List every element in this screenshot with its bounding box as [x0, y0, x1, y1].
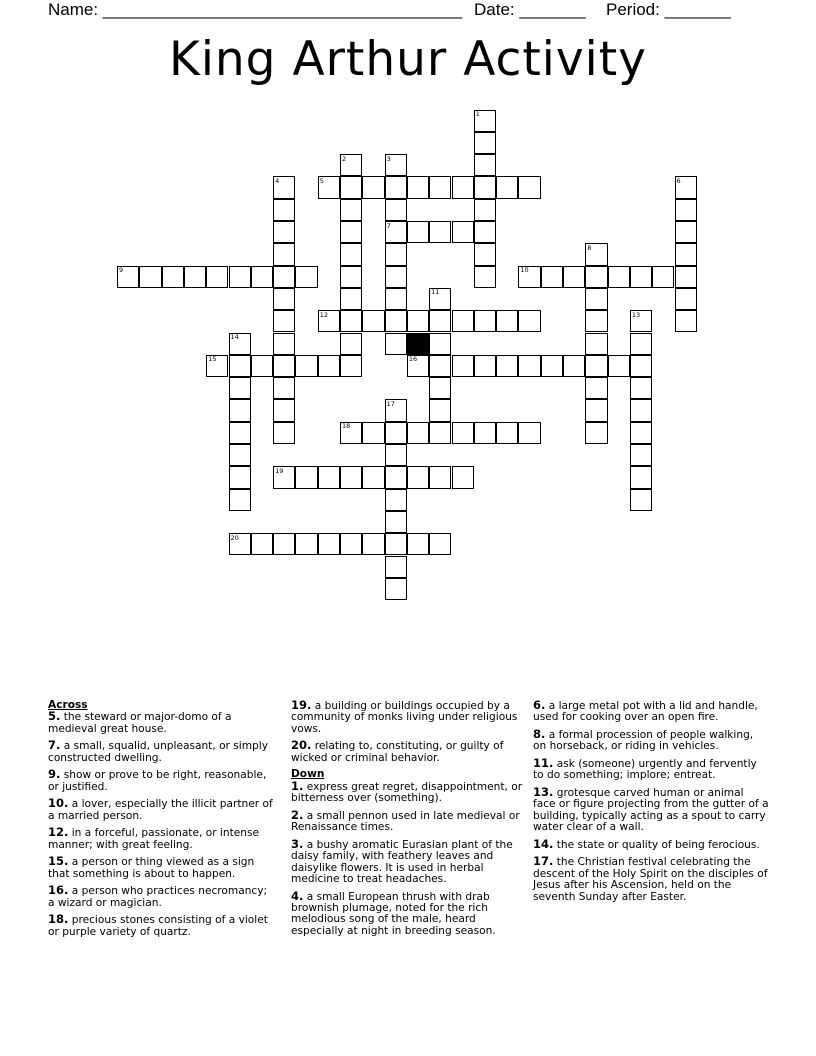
grid-cell[interactable]	[407, 533, 429, 555]
clue-item-number: 8.	[533, 727, 546, 741]
grid-cell[interactable]	[474, 176, 496, 198]
grid-cell[interactable]	[630, 355, 652, 377]
grid-cell[interactable]	[273, 288, 295, 310]
grid-cell[interactable]	[407, 221, 429, 243]
grid-cell[interactable]	[385, 489, 407, 511]
clue-item	[48, 914, 274, 938]
grid-cell[interactable]	[318, 533, 340, 555]
grid-cell[interactable]	[474, 154, 496, 176]
clue-item-text: a person or thing viewed as a sign that something is about to happen.	[48, 856, 255, 880]
grid-cell[interactable]	[630, 266, 652, 288]
clue-item-number: 15.	[48, 854, 69, 869]
grid-cell[interactable]	[496, 422, 518, 444]
clue-item-text: the steward or major-domo of a medieval great house.	[48, 711, 232, 735]
clue-item-text: grotesque carved human or animal face or figure projecting from the gutter of a building, typically acting as a spout to carry water clear of a wall.	[533, 787, 769, 834]
clue-number: 11	[431, 288, 440, 297]
grid-cell[interactable]	[407, 466, 429, 488]
grid-cell[interactable]	[429, 377, 451, 399]
grid-cell[interactable]	[518, 310, 540, 332]
grid-cell[interactable]	[474, 266, 496, 288]
grid-cell[interactable]	[340, 199, 362, 221]
grid-cell[interactable]	[518, 176, 540, 198]
grid-cell[interactable]	[162, 266, 184, 288]
grid-cell[interactable]	[340, 221, 362, 243]
clue-item-number: 1.	[291, 778, 304, 793]
clue-number: 14	[230, 333, 239, 341]
clue-item	[291, 700, 525, 735]
grid-cell[interactable]	[273, 399, 295, 421]
clue-number: 4	[275, 176, 280, 185]
clue-item	[291, 778, 525, 805]
grid-cell[interactable]	[385, 578, 407, 600]
grid-cell[interactable]	[273, 333, 295, 355]
grid-cell[interactable]	[340, 310, 362, 332]
grid-cell[interactable]	[675, 243, 697, 265]
clue-number: 8	[587, 243, 592, 252]
grid-cell[interactable]	[474, 199, 496, 221]
grid-cell[interactable]	[585, 288, 607, 310]
grid-cell[interactable]	[340, 533, 362, 555]
clue-item	[48, 740, 274, 764]
grid-cell[interactable]	[496, 310, 518, 332]
clue-item-number: 17.	[533, 854, 554, 869]
clue-item-number: 18.	[48, 912, 69, 927]
grid-cell[interactable]	[585, 310, 607, 332]
down-clue-list	[291, 778, 525, 937]
grid-cell[interactable]	[229, 266, 251, 288]
clue-item-text: a small European thrush with drab brownish plumage, noted for the rich melodious song of the male, heard especially at night in breeding season.	[291, 890, 496, 937]
grid-cell[interactable]	[429, 422, 451, 444]
clue-item-number: 10.	[48, 796, 69, 811]
date-field[interactable]: Date: _______	[474, 0, 586, 19]
clue-item-text: show or prove to be right, reasonable, or justified.	[48, 769, 267, 793]
clue-item-text: a formal procession of people walking, on horseback, or riding in vehicles.	[533, 729, 754, 753]
grid-cell[interactable]	[585, 266, 607, 288]
clue-item	[291, 836, 525, 886]
grid-cell[interactable]	[429, 533, 451, 555]
clue-item-number: 2.	[291, 807, 304, 822]
block-cell	[407, 333, 429, 355]
clue-item-text: a small, squalid, unpleasant, or simply constructed dwelling.	[48, 740, 268, 764]
clue-item-text: the state or quality of being ferocious.	[553, 838, 760, 851]
grid-cell[interactable]	[385, 176, 407, 198]
grid-cell[interactable]	[541, 355, 563, 377]
clue-number: 18	[342, 422, 351, 431]
clue-item-number: 19.	[291, 698, 312, 712]
clue-number: 6	[676, 176, 681, 185]
clue-number: 3	[386, 154, 391, 163]
clue-item	[48, 798, 274, 822]
grid-cell[interactable]	[429, 399, 451, 421]
grid-cell[interactable]	[407, 176, 429, 198]
grid-cell[interactable]	[273, 266, 295, 288]
grid-cell[interactable]	[273, 199, 295, 221]
clue-item-text: ask (someone) urgently and fervently to do something; implore; entreat.	[533, 758, 757, 782]
grid-cell[interactable]	[652, 266, 674, 288]
grid-cell[interactable]	[273, 310, 295, 332]
grid-cell[interactable]	[340, 266, 362, 288]
grid-cell[interactable]	[429, 466, 451, 488]
clue-item-number: 16.	[48, 883, 69, 898]
clue-item-text: relating to, constituting, or guilty of wicked or criminal behavior.	[291, 740, 504, 764]
grid-cell[interactable]	[340, 288, 362, 310]
clue-item	[48, 711, 274, 735]
clue-item-number: 12.	[48, 825, 69, 840]
clue-item	[291, 807, 525, 834]
grid-cell[interactable]	[251, 266, 273, 288]
grid-cell[interactable]	[295, 355, 317, 377]
grid-cell[interactable]	[675, 266, 697, 288]
grid-cell[interactable]	[518, 422, 540, 444]
clue-item-number: 3.	[291, 836, 304, 851]
clue-column-3	[533, 700, 769, 908]
grid-cell[interactable]	[318, 466, 340, 488]
grid-cell[interactable]	[407, 310, 429, 332]
grid-cell[interactable]	[362, 310, 384, 332]
clue-item-text: a lover, especially the illicit partner of a married person.	[48, 798, 273, 822]
grid-cell[interactable]	[675, 310, 697, 332]
grid-cell[interactable]	[340, 243, 362, 265]
clue-item	[533, 758, 769, 782]
grid-cell[interactable]	[630, 422, 652, 444]
clue-item-number: 6.	[533, 698, 546, 712]
grid-cell[interactable]	[385, 533, 407, 555]
grid-cell[interactable]	[675, 221, 697, 243]
clue-number: 12	[319, 310, 328, 319]
clue-item-text: a person who practices necromancy; a wizard or magician.	[48, 885, 268, 909]
clue-column-2	[291, 700, 525, 942]
grid-cell[interactable]	[295, 466, 317, 488]
grid-cell[interactable]	[385, 444, 407, 466]
grid-cell[interactable]	[563, 355, 585, 377]
clue-number: 5	[319, 176, 324, 185]
grid-cell[interactable]	[340, 176, 362, 198]
down-heading: Down	[291, 768, 325, 781]
grid-cell[interactable]	[630, 377, 652, 399]
grid-cell[interactable]	[229, 466, 251, 488]
clue-item-number: 20.	[291, 738, 312, 753]
grid-cell[interactable]	[385, 199, 407, 221]
grid-cell[interactable]	[184, 266, 206, 288]
clue-number: 17	[386, 399, 395, 408]
grid-cell[interactable]	[474, 355, 496, 377]
grid-cell[interactable]	[452, 355, 474, 377]
grid-cell[interactable]	[452, 422, 474, 444]
grid-cell[interactable]	[474, 132, 496, 154]
clue-item-text: a bushy aromatic Eurasian plant of the daisy family, with feathery leaves and daisylike flowers. It is used in herbal medicine to treat headaches.	[291, 838, 513, 886]
grid-cell[interactable]	[251, 533, 273, 555]
clue-item	[533, 787, 769, 834]
grid-cell[interactable]	[585, 355, 607, 377]
grid-cell[interactable]	[385, 310, 407, 332]
grid-cell[interactable]	[541, 266, 563, 288]
clue-item	[48, 885, 274, 909]
clue-item	[48, 856, 274, 880]
grid-cell[interactable]	[139, 266, 161, 288]
clue-number: 1	[475, 110, 480, 118]
across-clue-list	[48, 711, 274, 938]
grid-cell[interactable]	[385, 288, 407, 310]
across-heading: Across	[48, 699, 88, 711]
grid-cell[interactable]	[273, 243, 295, 265]
grid-cell[interactable]	[585, 399, 607, 421]
clue-item-text: a building or buildings occupied by a community of monks living under religious vows.	[291, 700, 518, 735]
grid-cell[interactable]	[675, 199, 697, 221]
grid-cell[interactable]	[496, 176, 518, 198]
grid-cell[interactable]	[340, 466, 362, 488]
clue-number: 2	[342, 154, 347, 163]
grid-cell[interactable]	[206, 266, 228, 288]
clue-item	[533, 856, 769, 903]
clue-item-number: 4.	[291, 888, 304, 903]
grid-cell[interactable]	[229, 422, 251, 444]
grid-cell[interactable]	[429, 176, 451, 198]
grid-cell[interactable]	[229, 399, 251, 421]
grid-cell[interactable]	[518, 355, 540, 377]
grid-cell[interactable]	[429, 355, 451, 377]
grid-cell[interactable]	[385, 333, 407, 355]
period-field[interactable]: Period: _______	[606, 0, 731, 19]
grid-cell[interactable]	[608, 355, 630, 377]
page-title: King Arthur Activity	[169, 32, 647, 87]
grid-cell[interactable]	[452, 221, 474, 243]
grid-cell[interactable]	[295, 266, 317, 288]
clue-item	[291, 740, 525, 764]
grid-cell[interactable]	[452, 310, 474, 332]
grid-cell[interactable]	[429, 221, 451, 243]
grid-cell[interactable]	[407, 422, 429, 444]
grid-cell[interactable]	[429, 310, 451, 332]
clue-number: 13	[631, 310, 641, 319]
clue-item	[533, 700, 769, 724]
grid-cell[interactable]	[608, 266, 630, 288]
clue-item-text: precious stones consisting of a violet or purple variety of quartz.	[48, 914, 268, 938]
grid-cell[interactable]	[251, 355, 273, 377]
grid-cell[interactable]	[229, 489, 251, 511]
clue-item	[48, 769, 274, 793]
clue-number: 15	[208, 355, 217, 364]
grid-cell[interactable]	[563, 266, 585, 288]
grid-cell[interactable]	[229, 377, 251, 399]
grid-cell[interactable]	[340, 355, 362, 377]
clue-item-number: 14.	[533, 836, 554, 851]
grid-cell[interactable]	[385, 243, 407, 265]
grid-cell[interactable]	[229, 444, 251, 466]
grid-cell[interactable]	[295, 533, 317, 555]
grid-cell[interactable]	[229, 355, 251, 377]
grid-cell[interactable]	[362, 533, 384, 555]
clue-item-number: 13.	[533, 785, 554, 799]
grid-cell[interactable]	[630, 399, 652, 421]
grid-cell[interactable]	[273, 533, 295, 555]
grid-cell[interactable]	[474, 422, 496, 444]
grid-cell[interactable]	[385, 266, 407, 288]
clue-item-number: 7.	[48, 738, 61, 753]
grid-cell[interactable]	[273, 377, 295, 399]
grid-cell[interactable]	[452, 466, 474, 488]
clue-item-text: the Christian festival celebrating the descent of the Holy Spirit on the disciples of Jesus after his Ascension, held on the seventh Sunday after Easter.	[533, 856, 768, 903]
grid-cell[interactable]	[585, 377, 607, 399]
grid-cell[interactable]	[496, 355, 518, 377]
clue-item-text: in a forceful, passionate, or intense manner; with great feeling.	[48, 827, 260, 851]
grid-cell[interactable]	[385, 466, 407, 488]
grid-cell[interactable]	[362, 466, 384, 488]
grid-cell[interactable]	[429, 333, 451, 355]
grid-cell[interactable]	[385, 511, 407, 533]
clue-number: 10	[520, 266, 529, 275]
clue-number: 19	[275, 466, 284, 475]
clue-item-text: express great regret, disappointment, or bitterness over (something).	[291, 780, 523, 805]
clue-item	[533, 729, 769, 753]
grid-cell[interactable]	[630, 489, 652, 511]
grid-cell[interactable]	[385, 422, 407, 444]
grid-cell[interactable]	[585, 333, 607, 355]
grid-cell[interactable]	[340, 333, 362, 355]
clue-item-text: a large metal pot with a lid and handle, used for cooking over an open fire.	[533, 700, 758, 724]
clue-number: 9	[119, 266, 124, 275]
clue-number: 7	[386, 221, 391, 230]
grid-cell[interactable]	[362, 422, 384, 444]
clue-number: 20	[230, 533, 239, 542]
clue-number: 16	[408, 355, 418, 364]
clue-item-number: 5.	[48, 709, 61, 724]
grid-cell[interactable]	[273, 355, 295, 377]
grid-cell[interactable]	[630, 444, 652, 466]
clue-item-text: a small pennon used in late medieval or Renaissance times.	[291, 809, 520, 834]
clue-item-number: 11.	[533, 756, 554, 770]
clue-column-1	[48, 700, 274, 943]
grid-cell[interactable]	[273, 221, 295, 243]
across-clue-list-continued	[291, 700, 525, 764]
grid-cell[interactable]	[273, 422, 295, 444]
grid-cell[interactable]	[452, 176, 474, 198]
grid-cell[interactable]	[474, 221, 496, 243]
grid-cell[interactable]	[675, 288, 697, 310]
clue-item	[291, 888, 525, 938]
clue-item	[48, 827, 274, 851]
grid-cell[interactable]	[585, 422, 607, 444]
grid-cell[interactable]	[474, 310, 496, 332]
down-clue-list-continued	[533, 700, 769, 903]
grid-cell[interactable]	[630, 333, 652, 355]
name-field[interactable]: Name: ______________________________________	[48, 0, 463, 19]
grid-cell[interactable]	[362, 176, 384, 198]
grid-cell[interactable]	[474, 243, 496, 265]
clue-item-number: 9.	[48, 767, 61, 782]
grid-cell[interactable]	[630, 466, 652, 488]
clue-item	[533, 836, 769, 851]
grid-cell[interactable]	[318, 355, 340, 377]
grid-cell[interactable]	[385, 556, 407, 578]
